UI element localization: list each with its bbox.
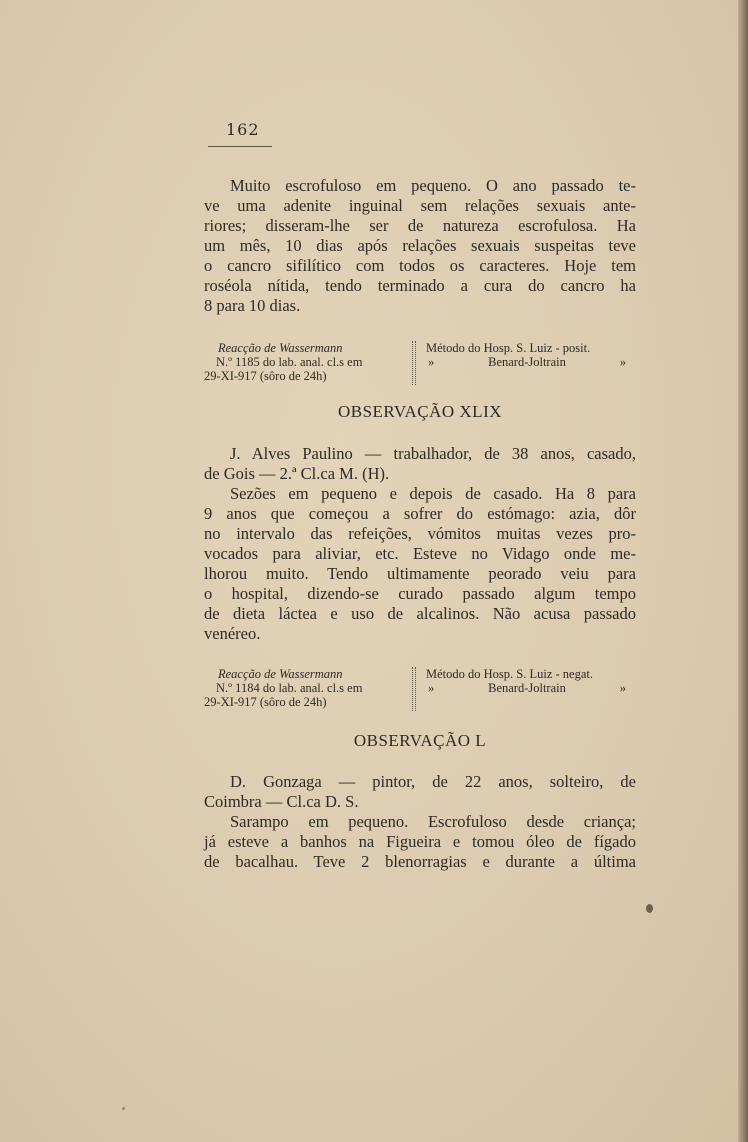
reaction-1-method-line: Método do Hosp. S. Luiz - posit. [426,341,591,355]
obs-49-body-line: Sezões em pequeno e depois de casado. Ha 8 para [230,484,636,503]
reaction-2-divider [412,667,416,711]
obs-49-body-line: vocados para aliviar, etc. Esteve no Vidago onde me- [204,544,636,563]
obs-49-body-line: venéreo. [204,624,261,643]
paragraph-1-line: Muito escrofuloso em pequeno. O ano passado te- [230,176,636,195]
ditto-mark: » [428,681,435,695]
obs-50-intro-line: Coimbra — Cl.ca D. S. [204,792,359,811]
paragraph-1-line: 8 para 10 dias. [204,296,301,315]
obs-49-body-line: o hospital, dizendo-se curado passado algum tempo [204,584,636,603]
reaction-1-date-line: 29-XI-917 (sôro de 24h) [204,369,327,383]
paragraph-1-line: um mês, 10 dias após relações sexuais suspeitas teve [204,236,636,255]
page-number-rule [208,146,272,147]
reaction-1-method-name: Benard-Joltrain [488,355,566,369]
reaction-1-method-row [426,355,638,369]
observation-49 [204,444,636,644]
reaction-2-method-row [426,681,638,695]
ditto-mark: » [619,355,626,369]
paper-stain [646,904,653,913]
obs-50-body-line: já esteve a banhos na Figueira e tomou óleo de fígado [204,832,636,851]
paragraph-1-line: roséola nítida, tendo terminado a cura do cancro ha [204,276,636,295]
reaction-2-date-line: 29-XI-917 (sôro de 24h) [204,695,327,709]
reaction-2-lab-info [204,667,408,709]
obs-49-body-line: de dieta láctea e uso de alcalinos. Não acusa passado [204,604,636,623]
ditto-mark: » [428,355,435,369]
obs-50-intro-line: D. Gonzaga — pintor, de 22 anos, solteiro, de [230,772,636,791]
paragraph-1-line: o cancro sifilítico com todos os caracteres. Hoje tem [204,256,636,275]
obs-49-intro-line: de Gois — 2.ª Cl.ca M. (H). [204,464,390,483]
paragraph-1-line: ve uma adenite inguinal sem relações sexuais ante- [204,196,636,215]
section-heading-1: OBSERVAÇÃO XLIX [337,402,503,421]
reaction-1-lab-info [204,341,408,383]
reaction-1-methods [426,341,638,369]
reaction-2-title: Reacção de Wassermann [218,667,343,681]
section-heading-2: OBSERVAÇÃO L [353,731,487,750]
reaction-2-method-name: Benard-Joltrain [488,681,566,695]
paper-speck [122,1107,125,1110]
reaction-2-method-line: Método do Hosp. S. Luiz - negat. [426,667,593,681]
obs-49-body-line: no intervalo das refeições, vómitos muitas vezes pro- [204,524,636,543]
page-number: 162 [226,120,260,139]
obs-50-body-line: de bacalhau. Teve 2 blenorragias e durante a última [204,852,636,871]
reaction-1-title: Reacção de Wassermann [218,341,343,355]
reaction-1-lab-line: N.º 1185 do lab. anal. cl.s em [216,355,363,369]
obs-49-body-line: 9 anos que começou a sofrer do estómago: azia, dôr [204,504,636,523]
reaction-2-methods [426,667,638,695]
obs-50-body-line: Sarampo em pequeno. Escrofuloso desde criança; [230,812,636,831]
observation-50 [204,772,636,872]
ditto-mark: » [619,681,626,695]
reaction-1-divider [412,341,416,385]
obs-49-intro-line: J. Alves Paulino — trabalhador, de 38 anos, casado, [230,444,636,463]
page-edge-shadow [738,0,748,1142]
paragraph-1-line: riores; disseram-lhe ser de natureza escrofulosa. Ha [204,216,636,235]
paragraph-1 [204,176,636,316]
reaction-2-lab-line: N.º 1184 do lab. anal. cl.s em [216,681,363,695]
obs-49-body-line: lhorou muito. Tendo ultimamente peorado veiu para [204,564,636,583]
